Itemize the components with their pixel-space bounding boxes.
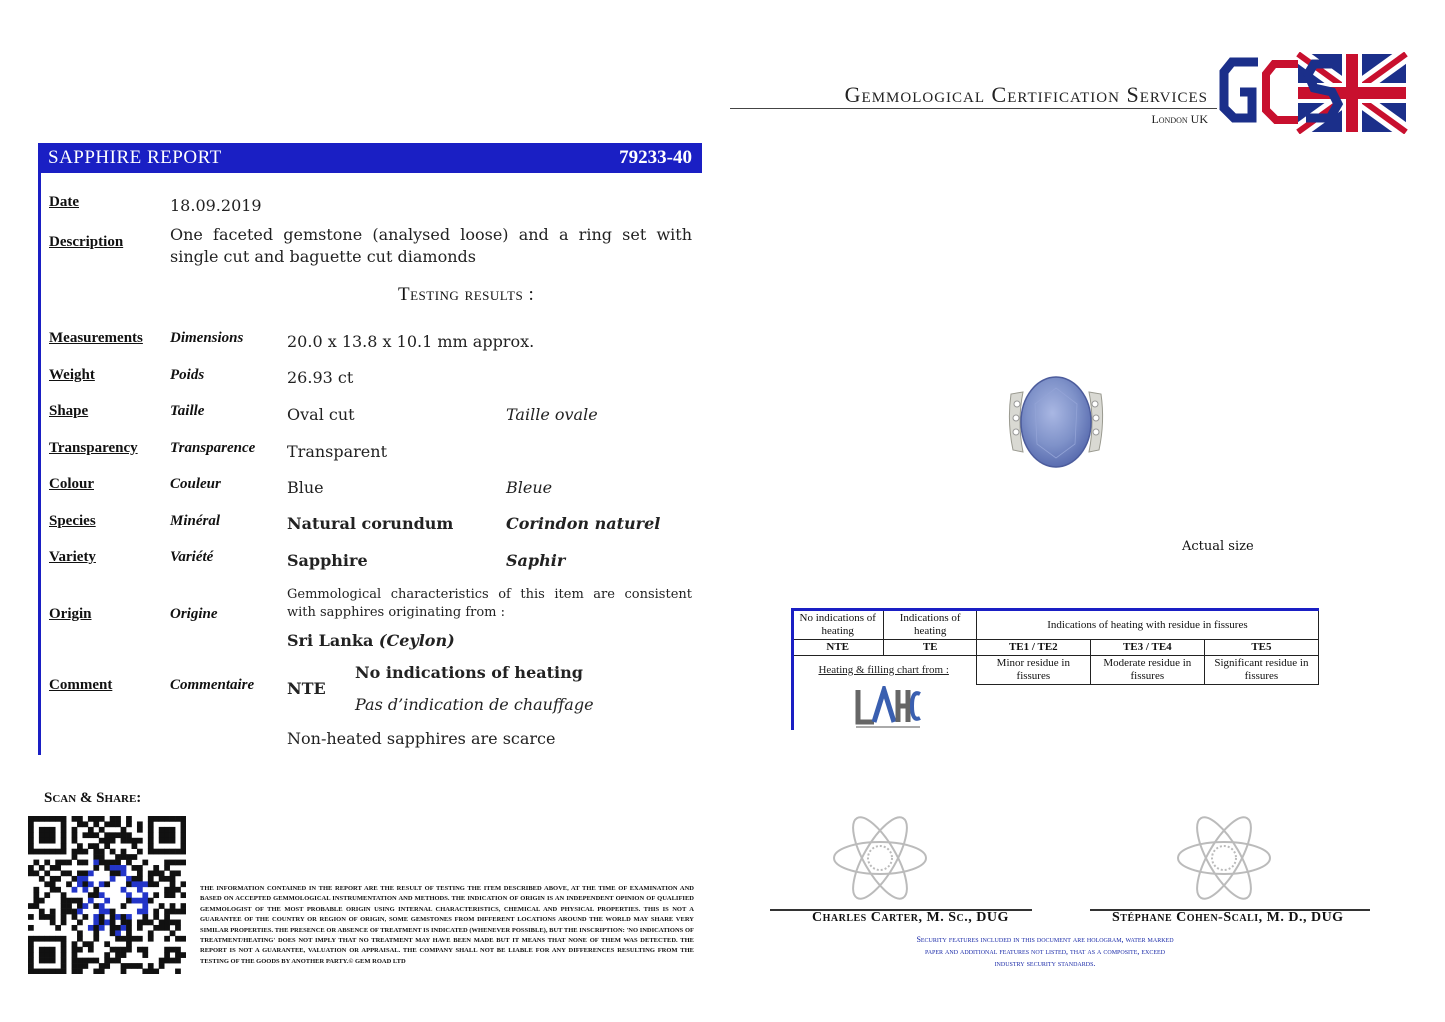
origine-label: Origine	[170, 606, 218, 622]
poids-label: Poids	[170, 367, 205, 383]
date-value: 18.09.2019	[170, 196, 262, 215]
comment-code: NTE	[287, 679, 326, 698]
origin-country-alt: (Ceylon)	[378, 631, 455, 650]
origin-country: Sri Lanka	[287, 631, 374, 650]
report-title: SAPPHIRE REPORT	[48, 147, 222, 168]
heat-code-te1-te2: TE1 / TE2	[976, 640, 1090, 656]
colour-label: Colour	[49, 476, 94, 492]
transparency-value: Transparent	[287, 442, 388, 461]
signer-1-name: Charles Carter, M. Sc., DUG	[812, 910, 1009, 925]
comment-value: No indications of heating	[355, 663, 583, 682]
gcs-logo	[1218, 52, 1408, 134]
shape-value-fr: Taille ovale	[506, 405, 598, 424]
scan-share-label: Scan & Share:	[44, 790, 142, 806]
disclaimer-text: THE INFORMATION CONTAINED IN THE REPORT ARE THE RESULT OF TESTING THE ITEM DESCRIBED ABOVE, AT THE TIME OF EXAMINATION AND BASED ON ACCEPTED GEMMOLOGICAL INSTRUMENTATION AND METHODS. THE INDICATION OF ORIGIN IS AN INDEPENDENT OPINION OF QUALIFIED GEMMOLOGIST OF THE MOST PROBABLE ORIGIN USING INTERNAL CHARACTERISTICS, CHEMICAL AND PHYSICAL PROPERTIES. THIS IS NOT A GUARANTEE OF THE COUNTRY OR REGION OF ORIGIN, SOME GEMSTONES FROM DIFFERENT LOCATIONS AROUND THE WORLD MAY SHARE VERY SIMILAR PROPERTIES. THE PRESENCE OR ABSENCE OF TREATMENT IS INDICATED (WHENEVER POSSIBLE), BUT THE INSCRIPTION: 'NO INDICATIONS OF TREATMENT/HEATING' DOES NOT IMPLY THAT NO TREATMENT MAY HAVE BEEN MADE BUT IT MEANS THAT NONE OF THEM WAS DETECTED. THE REPORT IS NOT A GUARANTEE, VALUATION OR APPRAISAL. THE COMPANY SHALL NOT BE LIABLE FOR ANY DIFFERENCES RESULTING FROM THE TESTING OF THE GOODS BY ANOTHER PARTY.© GEM ROAD LTD	[200, 885, 694, 965]
signature-seal-icon-1	[830, 808, 930, 908]
gemstone-photo	[1005, 374, 1107, 472]
signer-2-name: Stéphane Cohen-Scali, M. D., DUG	[1112, 910, 1344, 925]
transparency-label: Transparency	[49, 440, 138, 456]
colour-value-fr: Bleue	[506, 478, 553, 497]
species-value: Natural corundum	[287, 514, 454, 533]
colour-value: Blue	[287, 478, 324, 497]
shape-label: Shape	[49, 403, 89, 419]
comment-value-fr: Pas d’indication de chauffage	[355, 695, 594, 714]
variete-label: Variété	[170, 549, 214, 565]
qr-code[interactable]	[28, 816, 186, 974]
taille-label: Taille	[170, 403, 205, 419]
commentaire-label: Commentaire	[170, 677, 255, 693]
lfg-lab-logo	[852, 686, 924, 730]
heat-col-indications: Indications of heating	[884, 610, 976, 640]
dimensions-label: Dimensions	[170, 330, 244, 346]
heat-code-te3-te4: TE3 / TE4	[1090, 640, 1204, 656]
heat-col-residue: Indications of heating with residue in fissures	[976, 610, 1318, 640]
organization-name: Gemmological Certification Services	[844, 82, 1208, 107]
transparence-label: Transparence	[170, 440, 256, 456]
species-value-fr: Corindon naturel	[506, 514, 661, 533]
heat-residue-moderate: Moderate residue in fissures	[1090, 656, 1204, 685]
shape-value: Oval cut	[287, 405, 355, 424]
species-label: Species	[49, 513, 96, 529]
description-value: One faceted gemstone (analysed loose) and a ring set with single cut and baguette cut diamonds	[170, 225, 692, 266]
heat-residue-significant: Significant residue in fissures	[1204, 656, 1318, 685]
heat-code-te: TE	[884, 640, 976, 656]
heat-col-no-indications: No indications of heating	[792, 610, 884, 640]
report-left-border	[38, 173, 41, 755]
origin-label: Origin	[49, 606, 92, 622]
variety-value: Sapphire	[287, 551, 368, 570]
measurements-value: 20.0 x 13.8 x 10.1 mm approx.	[287, 332, 535, 351]
signature-seal-icon-2	[1174, 808, 1274, 908]
comment-label: Comment	[49, 677, 113, 693]
heat-residue-minor: Minor residue in fissures	[976, 656, 1090, 685]
origin-value	[287, 631, 455, 650]
security-features-note: Security features included in this document are hologram, water marked paper and additional features not listed, that as a composite, exceed industry security standards.	[916, 935, 1174, 968]
report-header-bar	[38, 143, 702, 173]
organization-location: London UK	[1151, 112, 1208, 126]
origin-note: Gemmological characteristics of this item are consistent with sapphires originating from :	[287, 587, 692, 620]
report-number: 79233-40	[619, 147, 692, 168]
weight-value: 26.93 ct	[287, 368, 354, 387]
heat-code-te5: TE5	[1204, 640, 1318, 656]
variety-value-fr: Saphir	[506, 551, 566, 570]
testing-results-title: Testing results :	[398, 284, 535, 305]
description-label: Description	[49, 234, 124, 250]
date-label: Date	[49, 194, 79, 210]
measurements-label: Measurements	[49, 330, 143, 346]
heat-table-left-bar	[791, 608, 794, 730]
variety-label: Variety	[49, 549, 96, 565]
heat-code-nte: NTE	[792, 640, 884, 656]
couleur-label: Couleur	[170, 476, 221, 492]
heating-chart-table	[791, 608, 1319, 685]
chart-from-label: Heating & filling chart from :	[818, 663, 949, 676]
actual-size-caption: Actual size	[1182, 539, 1254, 554]
mineral-label: Minéral	[170, 513, 221, 529]
header-rule	[730, 108, 1217, 109]
comment-note: Non-heated sapphires are scarce	[287, 729, 556, 748]
weight-label: Weight	[49, 367, 95, 383]
